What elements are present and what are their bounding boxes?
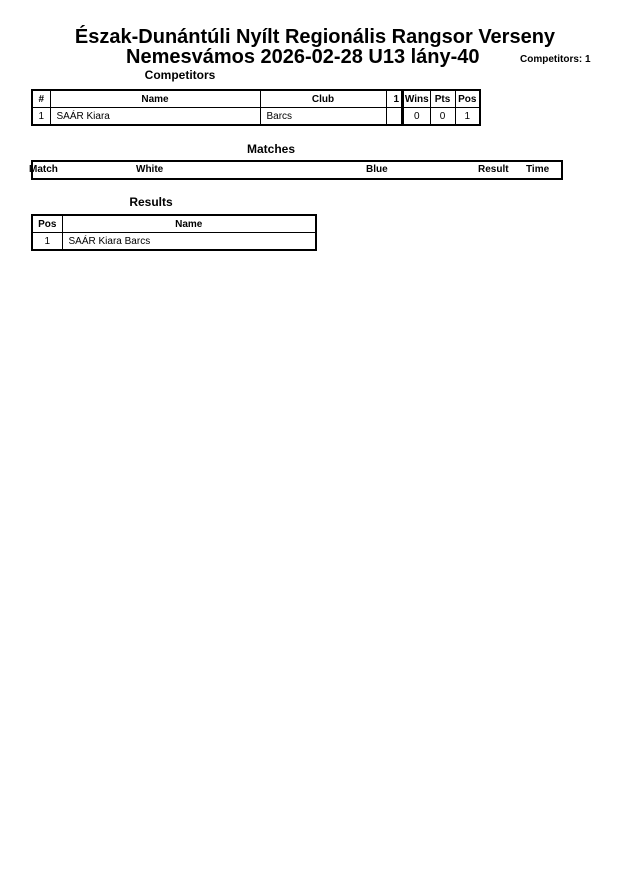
competitors-table [31, 89, 403, 126]
col-header-num: # [32, 90, 50, 108]
competitors-header-row [32, 90, 402, 108]
col-header-pos: Pos [455, 90, 480, 108]
col-header-white: White [136, 164, 164, 175]
col-header-result-pos: Pos [32, 215, 62, 233]
competitor-match-1 [386, 108, 402, 126]
col-header-club: Club [260, 90, 386, 108]
table-row [32, 233, 316, 251]
col-header-match: Match [29, 164, 58, 175]
result-pos: 1 [32, 233, 62, 251]
col-header-wins: Wins [403, 90, 430, 108]
table-row [403, 108, 480, 126]
competitor-pts: 0 [430, 108, 455, 126]
results-table [31, 214, 317, 251]
competitors-stats-table [402, 89, 481, 126]
competitor-name: SAÁR Kiara [50, 108, 260, 126]
competitors-count: Competitors: 1 [520, 54, 591, 65]
page-title: Észak-Dunántúli Nyílt Regionális Rangsor Verseny [74, 26, 556, 48]
col-header-time: Time [526, 164, 550, 175]
competitors-section-title: Competitors [144, 68, 216, 82]
matches-section-title: Matches [246, 142, 296, 156]
col-header-result: Result [478, 164, 509, 175]
competitor-pos: 1 [455, 108, 480, 126]
result-name: SAÁR Kiara Barcs [62, 233, 316, 251]
table-row [32, 108, 402, 126]
competitor-num: 1 [32, 108, 50, 126]
col-header-result-name: Name [62, 215, 316, 233]
stats-header-row [403, 90, 480, 108]
results-section-title: Results [129, 195, 173, 209]
col-header-name: Name [50, 90, 260, 108]
matches-table-header [31, 160, 563, 180]
col-header-blue: Blue [366, 164, 388, 175]
col-header-pts: Pts [430, 90, 455, 108]
col-header-match-1: 1 [386, 90, 402, 108]
page-subtitle: Nemesvámos 2026-02-28 U13 lány-40 [126, 46, 480, 68]
competitor-wins: 0 [403, 108, 430, 126]
results-header-row [32, 215, 316, 233]
competitor-club: Barcs [260, 108, 386, 126]
